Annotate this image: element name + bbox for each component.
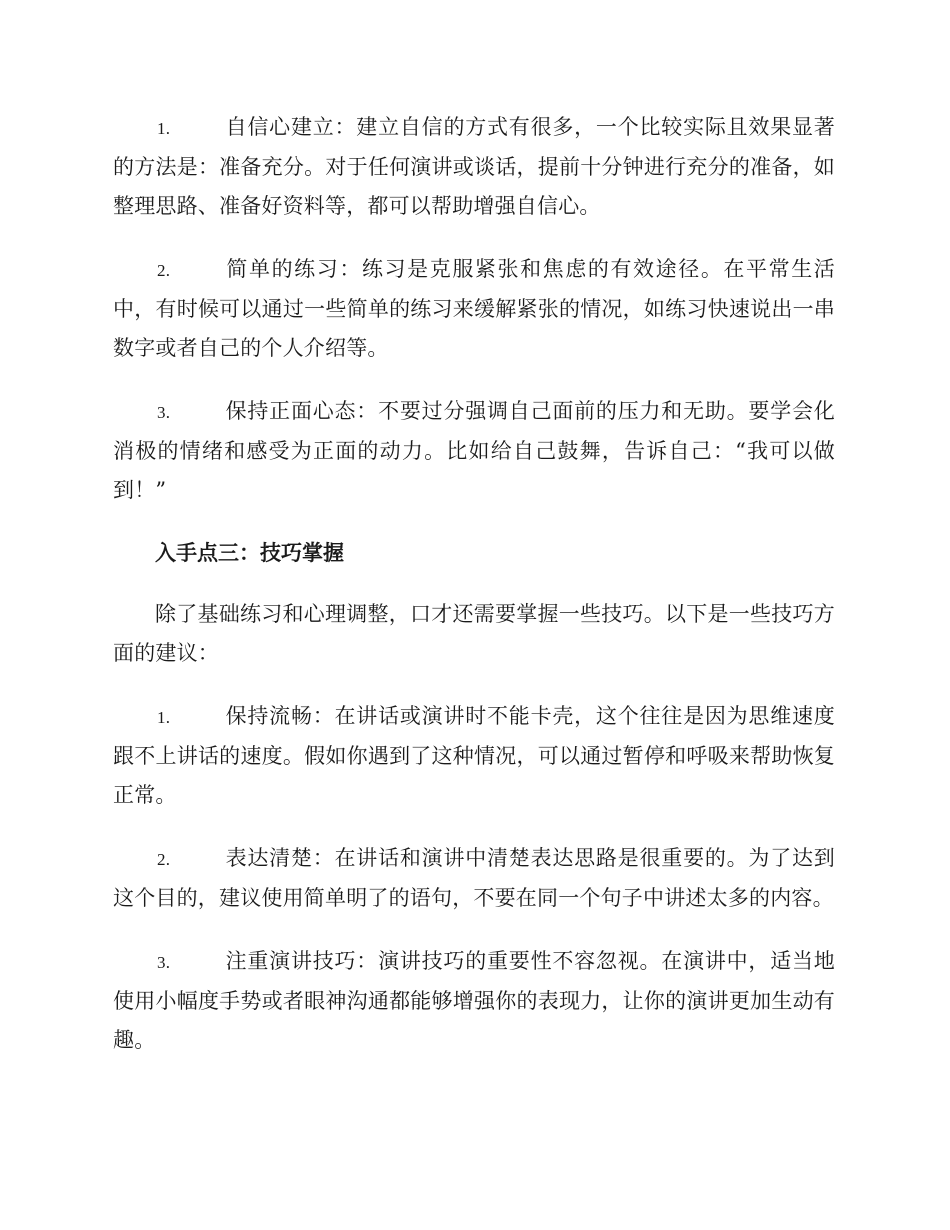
list-item-text: 表达清楚：在讲话和演讲中清楚表达思路是很重要的。为了达到这个目的，建议使用简单明了的语句，不要在同一个句子中讲述太多的内容。 <box>113 846 835 910</box>
list-number: 2. <box>157 850 171 869</box>
list-item-text: 保持流畅：在讲话或演讲时不能卡壳，这个往往是因为思维速度跟不上讲话的速度。假如你遇到了这种情况，可以通过暂停和呼吸来帮助恢复正常。 <box>113 704 835 807</box>
list-number: 1. <box>157 119 171 138</box>
list-number: 1. <box>157 708 171 727</box>
list-item <box>113 250 835 368</box>
list-item-text: 保持正面心态：不要过分强调自己面前的压力和无助。要学会化消极的情绪和感受为正面的动力。比如给自己鼓舞，告诉自己：“我可以做到！” <box>113 399 835 502</box>
document-body <box>113 108 835 1084</box>
intro-paragraph: 除了基础练习和心理调整，口才还需要掌握一些技巧。以下是一些技巧方面的建议： <box>113 602 835 665</box>
list-item <box>113 839 835 918</box>
list-item <box>113 697 835 815</box>
list-item <box>113 942 835 1060</box>
list-item-text: 注重演讲技巧：演讲技巧的重要性不容忽视。在演讲中，适当地使用小幅度手势或者眼神沟通都能够增强你的表现力，让你的演讲更加生动有趣。 <box>113 949 835 1052</box>
section-heading: 入手点三：技巧掌握 <box>155 541 344 565</box>
list-number: 2. <box>157 261 171 280</box>
list-item-text: 简单的练习：练习是克服紧张和焦虑的有效途径。在平常生活中，有时候可以通过一些简单的练习来缓解紧张的情况，如练习快速说出一串数字或者自己的个人介绍等。 <box>113 257 835 360</box>
list-number: 3. <box>157 403 171 422</box>
list-number: 3. <box>157 953 171 972</box>
list-item <box>113 392 835 510</box>
list-item-text: 自信心建立：建立自信的方式有很多，一个比较实际且效果显著的方法是：准备充分。对于任何演讲或谈话，提前十分钟进行充分的准备，如整理思路、准备好资料等，都可以帮助增强自信心。 <box>113 115 835 218</box>
list-item <box>113 108 835 226</box>
